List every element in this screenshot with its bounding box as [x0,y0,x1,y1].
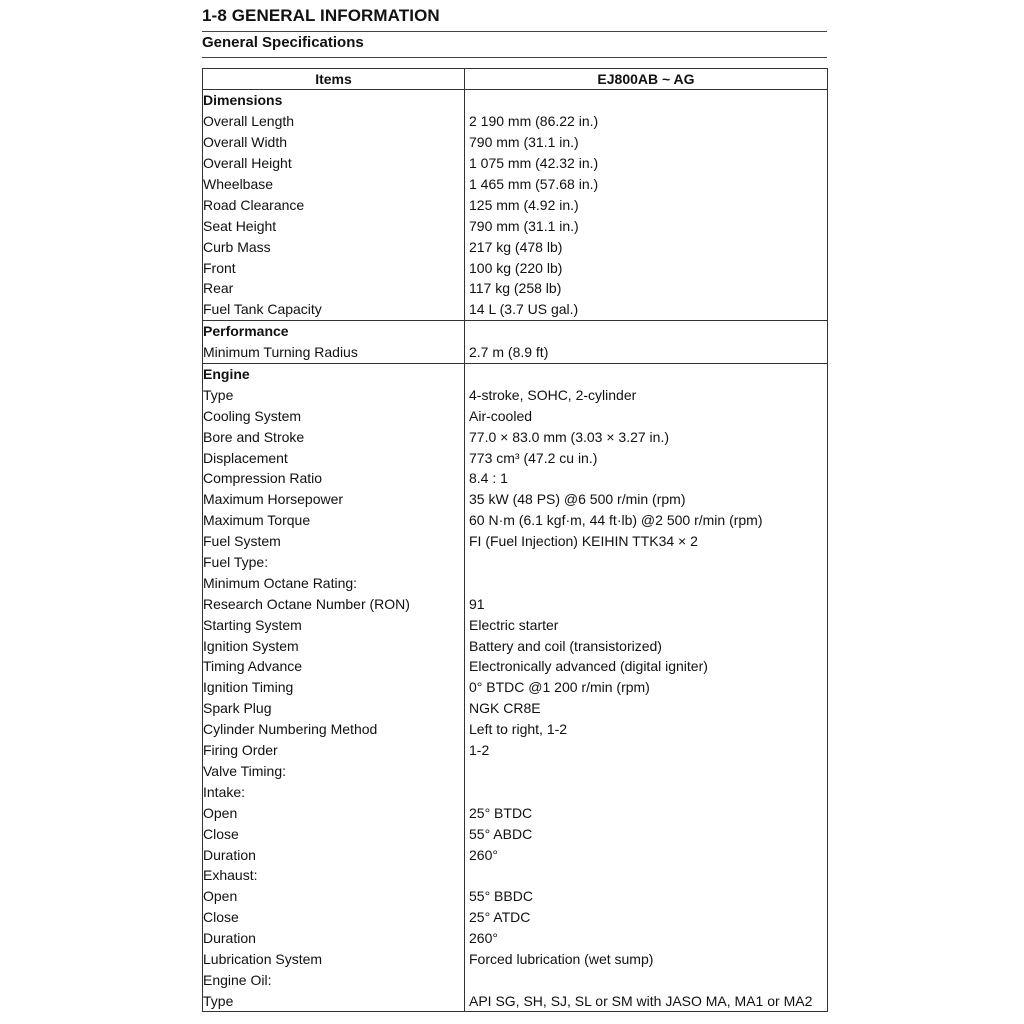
item-label: Intake: [203,781,465,802]
item-value: Electronically advanced (digital igniter) [465,656,828,677]
page-title: 1-8 GENERAL INFORMATION [202,6,440,25]
table-row [203,384,828,405]
table-row [203,593,828,614]
item-value: 217 kg (478 lb) [465,236,828,257]
item-label: Seat Height [203,215,465,236]
item-value [465,90,828,111]
table-row [203,781,828,802]
item-value: 2 190 mm (86.22 in.) [465,111,828,132]
item-value: 14 L (3.7 US gal.) [465,299,828,320]
item-label: Close [203,907,465,928]
table-row [203,698,828,719]
table-row [203,928,828,949]
table-row [203,907,828,928]
table-row [203,969,828,990]
table-row [203,510,828,531]
item-label: Type [203,990,465,1011]
item-label: Rear [203,278,465,299]
table-row [203,531,828,552]
table-row [203,614,828,635]
table-row [203,215,828,236]
item-label: Close [203,823,465,844]
item-value: 8.4 : 1 [465,468,828,489]
table-row [203,299,828,320]
item-label: Fuel Tank Capacity [203,299,465,320]
item-value: 25° ATDC [465,907,828,928]
item-value: Electric starter [465,614,828,635]
item-value: 2.7 m (8.9 ft) [465,342,828,363]
item-label: Exhaust: [203,865,465,886]
item-label: Timing Advance [203,656,465,677]
table-row [203,426,828,447]
item-value [465,761,828,782]
item-value: 55° ABDC [465,823,828,844]
item-value: NGK CR8E [465,698,828,719]
item-label: Ignition Timing [203,677,465,698]
table-row [203,278,828,299]
table-row [203,677,828,698]
table-row [203,236,828,257]
item-label: Bore and Stroke [203,426,465,447]
item-value: 55° BBDC [465,886,828,907]
item-label: Wheelbase [203,174,465,195]
item-value: 0° BTDC @1 200 r/min (rpm) [465,677,828,698]
item-label: Open [203,886,465,907]
item-label: Overall Length [203,111,465,132]
table-row [203,740,828,761]
table-row [203,257,828,278]
item-value: Battery and coil (transistorized) [465,635,828,656]
items-column-header: Items [203,69,465,90]
item-label: Duration [203,844,465,865]
item-label: Cooling System [203,405,465,426]
table-row [203,844,828,865]
item-label: Cylinder Numbering Method [203,719,465,740]
item-label: Overall Width [203,132,465,153]
table-row [203,174,828,195]
table-row [203,990,828,1011]
item-value: 77.0 × 83.0 mm (3.03 × 3.27 in.) [465,426,828,447]
group-header-row [203,90,828,111]
item-value [465,969,828,990]
item-value: 1 075 mm (42.32 in.) [465,153,828,174]
section-divider [202,57,827,58]
table-row [203,719,828,740]
section-title: General Specifications [202,34,364,51]
item-value [465,552,828,573]
item-value [465,363,828,384]
item-label: Research Octane Number (RON) [203,593,465,614]
item-value: 4-stroke, SOHC, 2-cylinder [465,384,828,405]
item-value: FI (Fuel Injection) KEIHIN TTK34 × 2 [465,531,828,552]
item-value: 25° BTDC [465,802,828,823]
item-value: 260° [465,844,828,865]
item-label: Compression Ratio [203,468,465,489]
item-label: Road Clearance [203,194,465,215]
item-label: Open [203,802,465,823]
item-label: Duration [203,928,465,949]
item-value [465,320,828,341]
group-header-row [203,363,828,384]
table-row [203,865,828,886]
table-row [203,802,828,823]
item-label: Fuel Type: [203,552,465,573]
item-value [465,572,828,593]
table-row [203,111,828,132]
item-value: Left to right, 1-2 [465,719,828,740]
group-label: Performance [203,320,465,341]
item-label: Minimum Octane Rating: [203,572,465,593]
table-row [203,468,828,489]
item-value: 117 kg (258 lb) [465,278,828,299]
table-header-row [203,69,828,90]
item-label: Ignition System [203,635,465,656]
item-label: Maximum Torque [203,510,465,531]
table-row [203,572,828,593]
item-value: 91 [465,593,828,614]
item-value: 100 kg (220 lb) [465,257,828,278]
item-label: Type [203,384,465,405]
item-label: Starting System [203,614,465,635]
group-label: Engine [203,363,465,384]
title-divider [202,31,827,32]
item-label: Valve Timing: [203,761,465,782]
item-label: Overall Height [203,153,465,174]
item-label: Minimum Turning Radius [203,342,465,363]
table-row [203,949,828,970]
table-row [203,886,828,907]
item-value: Forced lubrication (wet sump) [465,949,828,970]
item-label: Fuel System [203,531,465,552]
item-value: 790 mm (31.1 in.) [465,215,828,236]
table-row [203,342,828,363]
item-value: 790 mm (31.1 in.) [465,132,828,153]
item-value: 35 kW (48 PS) @6 500 r/min (rpm) [465,489,828,510]
item-label: Maximum Horsepower [203,489,465,510]
item-label: Front [203,257,465,278]
item-value: Air-cooled [465,405,828,426]
item-label: Firing Order [203,740,465,761]
item-value [465,865,828,886]
item-value: 773 cm³ (47.2 cu in.) [465,447,828,468]
table-row [203,656,828,677]
specifications-table [202,68,828,1012]
table-row [203,761,828,782]
table-row [203,823,828,844]
table-row [203,635,828,656]
item-label: Engine Oil: [203,969,465,990]
table-row [203,153,828,174]
model-column-header: EJ800AB ~ AG [465,69,828,90]
item-value: 125 mm (4.92 in.) [465,194,828,215]
group-header-row [203,320,828,341]
item-value: 260° [465,928,828,949]
item-label: Curb Mass [203,236,465,257]
item-value: 1-2 [465,740,828,761]
table-body [203,90,828,1012]
table-row [203,447,828,468]
item-value [465,781,828,802]
item-label: Displacement [203,447,465,468]
table-row [203,405,828,426]
group-label: Dimensions [203,90,465,111]
table-row [203,489,828,510]
item-value: 60 N·m (6.1 kgf·m, 44 ft·lb) @2 500 r/min (rpm) [465,510,828,531]
item-value: 1 465 mm (57.68 in.) [465,174,828,195]
item-value: API SG, SH, SJ, SL or SM with JASO MA, MA1 or MA2 [465,990,828,1011]
item-label: Spark Plug [203,698,465,719]
table-row [203,194,828,215]
table-row [203,132,828,153]
table-row [203,552,828,573]
item-label: Lubrication System [203,949,465,970]
